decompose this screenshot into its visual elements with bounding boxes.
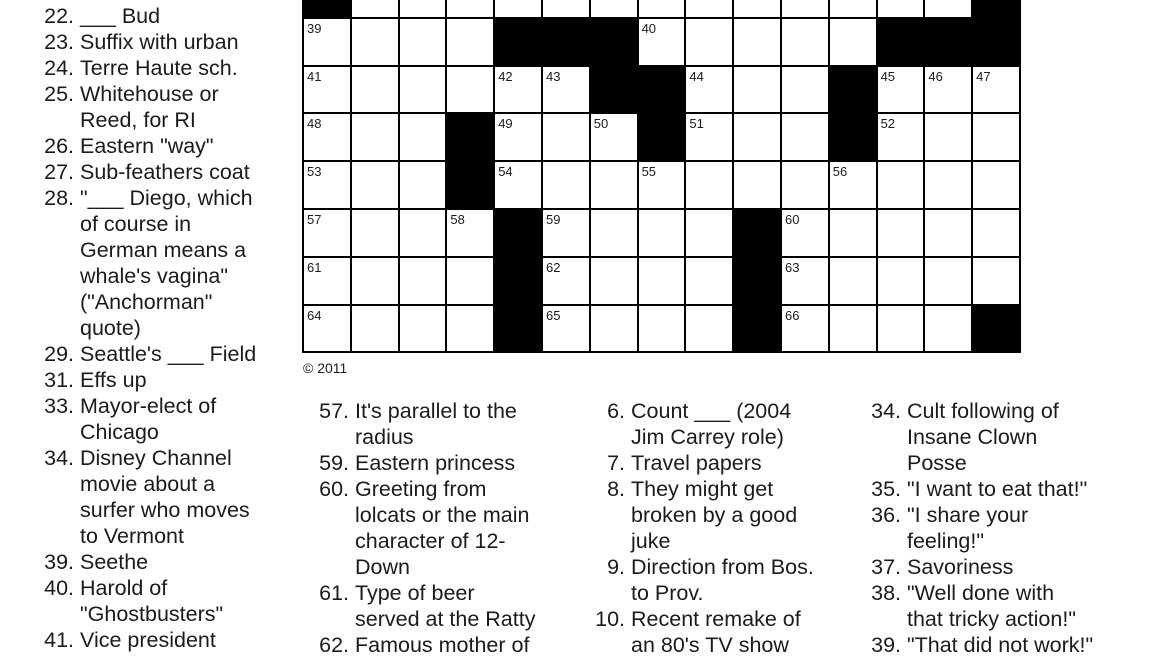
grid-square[interactable] [543,0,589,17]
grid-square[interactable] [639,306,685,352]
grid-square[interactable] [734,0,780,17]
black-square [878,19,924,65]
clue-text-line: ("Anchorman" [80,290,213,314]
black-square [591,67,637,113]
clue-text-line: Reed, for RI [80,108,196,132]
grid-square[interactable] [686,0,732,17]
clue-text-line: Type of beer [355,581,475,605]
square-number: 43 [545,68,561,84]
grid-square[interactable] [782,210,828,256]
grid-square[interactable] [830,306,876,352]
clue-text-line: Count ___ (2004 [631,399,792,423]
grid-square[interactable] [925,306,971,352]
clue-number: 34. [871,399,901,423]
clue-item [300,450,535,476]
square-number: 40 [641,20,657,36]
clue-text-line: German means a [80,238,247,262]
clue-text-line: Whitehouse or [80,82,219,106]
grid-square[interactable] [973,210,1019,256]
clue-text-line: Disney Channel [80,446,232,470]
square-number: 44 [689,68,704,84]
clue-number: 28. [44,186,74,210]
grid-square[interactable] [830,19,876,65]
clue-text [631,606,801,658]
clue-text-line: lolcats or the main [355,503,530,527]
clue-item [570,606,814,658]
clue-item [570,554,814,606]
clue-text-line: of course in [80,212,192,236]
clue-text-line: Sub-feathers coat [80,160,250,184]
square-number: 39 [307,20,322,36]
clue-number: 40. [44,576,74,600]
grid-square[interactable] [543,162,589,208]
clue-text-line: Greeting from [355,477,487,501]
clue-text-line: "That did not work!" [907,633,1094,657]
grid-square[interactable] [782,306,828,352]
grid-square[interactable] [686,162,732,208]
grid-square[interactable] [543,306,589,352]
square-number: 62 [545,259,561,275]
clue-text-line: Insane Clown [907,425,1038,449]
clue-item [840,580,1093,632]
grid-square[interactable] [925,210,971,256]
clue-text-line: "I share your [907,503,1029,527]
clue-text-line: that tricky action!" [907,607,1076,631]
grid-square[interactable] [447,258,493,304]
black-square [734,306,780,352]
clue-item [0,575,256,627]
square-number: 64 [307,307,322,323]
clue-text-line: Eastern princess [355,451,516,475]
clue-item [0,367,256,393]
grid-square[interactable] [639,162,685,208]
grid-square[interactable] [447,19,493,65]
clue-item [0,3,256,29]
square-number: 48 [307,116,322,132]
grid-square[interactable] [495,0,541,17]
square-number: 63 [784,259,800,275]
clue-number: 34. [44,446,74,470]
grid-square[interactable] [304,306,350,352]
grid-square[interactable] [591,210,637,256]
clue-text-line: "Well done with [907,581,1055,605]
grid-square[interactable] [782,162,828,208]
clue-text-line: It's parallel to the [355,399,517,423]
grid-square[interactable] [352,0,398,17]
clue-number: 39. [44,550,74,574]
clue-text-line: Travel papers [631,451,762,475]
grid-square[interactable] [400,114,446,160]
clue-text [631,398,791,450]
square-number: 54 [498,164,513,180]
grid-square[interactable] [782,114,828,160]
clue-item [300,580,535,632]
grid-square[interactable] [639,19,685,65]
grid-square[interactable] [734,114,780,160]
clue-text [80,575,223,627]
clue-text [907,632,1093,658]
clue-number: 36. [871,503,901,527]
clue-number: 24. [44,56,74,80]
square-number: 46 [928,68,943,84]
grid-square[interactable] [925,67,971,113]
clue-number: 35. [871,477,901,501]
clue-item [0,55,256,81]
clue-number: 31. [44,368,74,392]
grid-square[interactable] [734,67,780,113]
clue-item [300,476,535,580]
clue-text [355,450,515,476]
grid-square[interactable] [543,210,589,256]
clue-number: 10. [595,607,625,631]
grid-square[interactable] [400,162,446,208]
clue-number: 41. [44,628,74,652]
grid-square[interactable] [973,114,1019,160]
clue-text-line: Seattle's ___ Field [80,342,257,366]
clue-text-line: character of 12- [355,529,506,553]
grid-square[interactable] [686,258,732,304]
grid-square[interactable] [639,0,685,17]
down-clues-right-column [840,398,1093,658]
clue-text-line: quote) [80,316,141,340]
black-square [973,0,1019,17]
clue-item [840,554,1093,580]
black-square [304,0,350,17]
across-clues-left-column [0,3,256,653]
clue-item [0,81,256,133]
clue-text [355,580,535,632]
grid-square[interactable] [543,114,589,160]
black-square [973,19,1019,65]
grid-square[interactable] [304,114,350,160]
square-number: 42 [498,68,513,84]
black-square [495,306,541,352]
grid-square[interactable] [973,162,1019,208]
black-square [639,67,685,113]
clue-number: 27. [44,160,74,184]
black-square [495,258,541,304]
clue-text-line: Direction from Bos. [631,555,814,579]
clue-text [80,445,250,549]
square-number: 56 [832,164,848,180]
grid-square[interactable] [495,114,541,160]
grid-square[interactable] [304,210,350,256]
clue-text [80,29,239,55]
clue-text [631,450,762,476]
grid-square[interactable] [352,306,398,352]
black-square [495,19,541,65]
black-square [830,67,876,113]
grid-square[interactable] [878,0,924,17]
clue-text [907,554,1013,580]
clue-text-line: Seethe [80,550,149,574]
clue-text [80,3,160,29]
square-number: 66 [784,307,800,323]
grid-square[interactable] [782,258,828,304]
square-number: 58 [450,211,465,227]
clue-text [355,476,529,580]
clue-text-line: Suffix with urban [80,30,239,54]
clue-text [80,341,256,367]
square-number: 61 [307,259,322,275]
clue-text-line: Savoriness [907,555,1014,579]
clue-text-line: radius [355,425,414,449]
clue-item [300,632,535,658]
square-number: 60 [784,211,800,227]
grid-square[interactable] [352,19,398,65]
clue-item [570,476,814,554]
grid-square[interactable] [878,67,924,113]
grid-square[interactable] [591,258,637,304]
clue-text-line: Cult following of [907,399,1059,423]
grid-square[interactable] [830,162,876,208]
grid-square[interactable] [830,258,876,304]
grid-square[interactable] [878,210,924,256]
clue-number: 57. [319,399,349,423]
grid-square[interactable] [352,114,398,160]
clue-text-line: They might get [631,477,774,501]
crossword-grid [302,0,1021,353]
clue-number: 6. [607,399,625,423]
clue-text-line: Mayor-elect of [80,394,217,418]
clue-text [80,133,214,159]
clue-number: 23. [44,30,74,54]
clue-text [80,367,147,393]
grid-square[interactable] [352,258,398,304]
black-square [830,114,876,160]
clue-item [570,450,814,476]
clue-text [631,476,797,554]
clue-text-line: "I want to eat that!" [907,477,1088,501]
square-number: 59 [545,211,561,227]
grid-square[interactable] [447,67,493,113]
clue-number: 62. [319,633,349,657]
black-square [447,162,493,208]
clue-text [80,627,216,653]
clue-item [0,159,256,185]
clue-item [0,393,256,445]
clue-text-line: Famous mother of [355,633,530,657]
square-number: 65 [545,307,561,323]
clue-text [80,549,148,575]
grid-square[interactable] [495,67,541,113]
grid-square[interactable] [782,67,828,113]
square-number: 47 [976,68,991,84]
clue-number: 26. [44,134,74,158]
clue-item [840,398,1093,476]
clue-text [80,393,216,445]
clue-number: 9. [607,555,625,579]
grid-square[interactable] [878,162,924,208]
clue-text-line: to Vermont [80,524,184,548]
clue-text-line: Effs up [80,368,147,392]
clue-number: 37. [871,555,901,579]
clue-item [300,398,535,450]
clue-item [0,29,256,55]
square-number: 55 [641,164,657,180]
grid-square[interactable] [686,19,732,65]
black-square [447,114,493,160]
clue-text-line: Terre Haute sch. [80,56,238,80]
clue-text-line: ___ Bud [80,4,161,28]
grid-square[interactable] [400,210,446,256]
grid-square[interactable] [686,67,732,113]
clue-item [840,476,1093,502]
clue-item [0,627,256,653]
grid-square[interactable] [925,0,971,17]
clue-text [907,580,1076,632]
clue-item [0,341,256,367]
square-number: 52 [880,116,896,132]
clue-text [355,398,517,450]
grid-square[interactable] [973,258,1019,304]
grid-square[interactable] [686,306,732,352]
grid-square[interactable] [352,210,398,256]
clue-text [907,502,1028,554]
clue-text-line: Chicago [80,420,159,444]
clue-item [840,502,1093,554]
grid-square[interactable] [591,306,637,352]
grid-square[interactable] [447,210,493,256]
copyright-notice: © 2011 [303,360,348,376]
grid-square[interactable] [304,19,350,65]
clue-number: 25. [44,82,74,106]
clue-text [80,159,250,185]
square-number: 41 [307,68,322,84]
grid-square[interactable] [591,0,637,17]
clue-text-line: whale's vagina" [80,264,228,288]
grid-square[interactable] [447,0,493,17]
grid-square[interactable] [878,114,924,160]
grid-square[interactable] [639,258,685,304]
clue-number: 60. [319,477,349,501]
clue-text-line: feeling!" [907,529,984,553]
down-clues-middle-column [570,398,814,658]
square-number: 50 [593,116,609,132]
clue-item [840,632,1093,658]
clue-item [0,549,256,575]
clue-text-line: Harold of [80,576,168,600]
black-square [495,210,541,256]
grid-square[interactable] [304,67,350,113]
grid-square[interactable] [686,210,732,256]
grid-square[interactable] [400,306,446,352]
clue-item [0,445,256,549]
grid-square[interactable] [591,114,637,160]
grid-square[interactable] [925,114,971,160]
clue-text-line: "Ghostbusters" [80,602,224,626]
black-square [734,258,780,304]
black-square [543,19,589,65]
clue-text-line: Down [355,555,410,579]
clue-text-line: "___ Diego, which [80,186,253,210]
grid-square[interactable] [925,258,971,304]
clue-number: 59. [319,451,349,475]
clue-text-line: Recent remake of [631,607,801,631]
grid-square[interactable] [352,162,398,208]
clue-number: 33. [44,394,74,418]
grid-square[interactable] [734,19,780,65]
square-number: 51 [689,116,704,132]
clue-item [570,398,814,450]
clue-number: 22. [44,4,74,28]
clue-text-line: to Prov. [631,581,704,605]
grid-square[interactable] [352,67,398,113]
clue-text-line: movie about a [80,472,216,496]
grid-square[interactable] [734,162,780,208]
grid-square[interactable] [782,19,828,65]
clue-text [907,476,1087,502]
clue-item [0,133,256,159]
grid-square[interactable] [304,162,350,208]
square-number: 53 [307,164,322,180]
grid-square[interactable] [495,162,541,208]
clue-number: 38. [871,581,901,605]
clue-text-line: served at the Ratty [355,607,536,631]
grid-square[interactable] [400,19,446,65]
clue-text-line: Eastern "way" [80,134,214,158]
black-square [925,19,971,65]
clue-text [355,632,529,658]
clue-number: 7. [607,451,625,475]
grid-square[interactable] [447,306,493,352]
clue-text-line: surfer who moves [80,498,250,522]
grid-square[interactable] [925,162,971,208]
black-square [591,19,637,65]
grid-square[interactable] [830,210,876,256]
grid-square[interactable] [591,162,637,208]
clue-number: 8. [607,477,625,501]
clue-text [80,81,219,133]
grid-square[interactable] [543,67,589,113]
grid-square[interactable] [973,67,1019,113]
grid-square[interactable] [543,258,589,304]
grid-square[interactable] [686,114,732,160]
grid-square[interactable] [878,258,924,304]
clue-text-line: an 80's TV show [631,633,789,657]
black-square [639,114,685,160]
clue-text-line: Vice president [80,628,216,652]
square-number: 49 [498,116,513,132]
across-clues-bottom-column [300,398,535,658]
clue-number: 29. [44,342,74,366]
clue-text-line: Jim Carrey role) [631,425,784,449]
grid-square[interactable] [782,0,828,17]
clue-text [80,55,238,81]
black-square [973,306,1019,352]
grid-square[interactable] [400,0,446,17]
clue-text-line: Posse [907,451,967,475]
grid-square[interactable] [878,306,924,352]
clue-number: 39. [871,633,901,657]
grid-square[interactable] [304,258,350,304]
clue-text-line: juke [631,529,671,553]
clue-text [631,554,814,606]
grid-square[interactable] [639,210,685,256]
square-number: 45 [880,68,896,84]
grid-square[interactable] [400,258,446,304]
clue-text [907,398,1059,476]
clue-number: 61. [319,581,349,605]
black-square [734,210,780,256]
clue-item [0,185,256,341]
clue-text-line: broken by a good [631,503,798,527]
clue-text [80,185,253,341]
square-number: 57 [307,211,322,227]
grid-square[interactable] [400,67,446,113]
grid-square[interactable] [830,0,876,17]
